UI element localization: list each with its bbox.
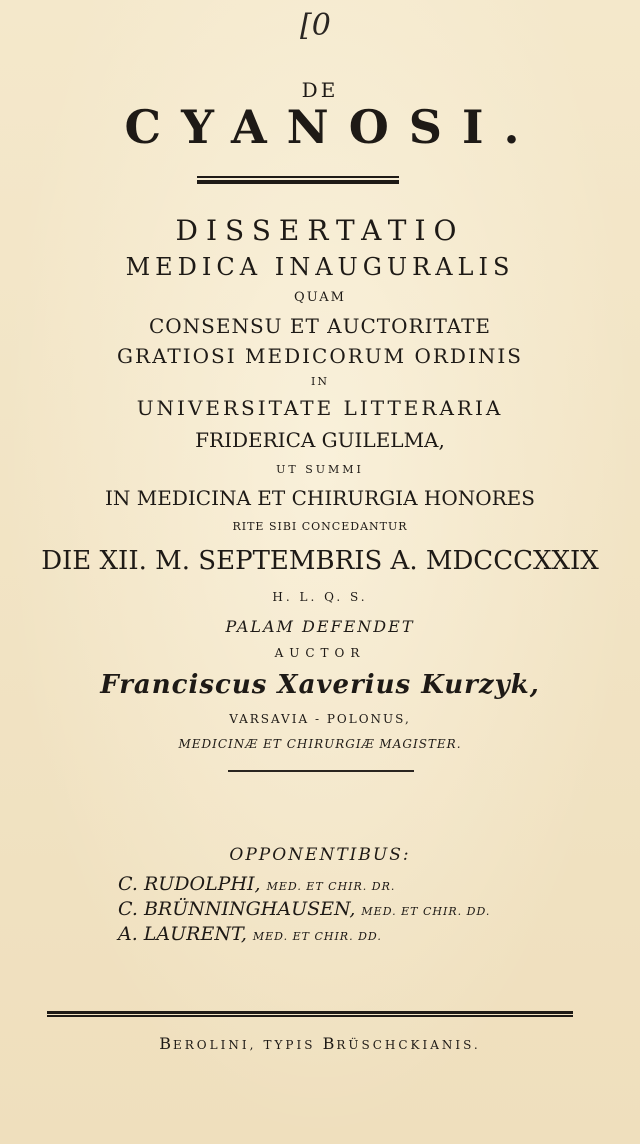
- opponent-degree: MED. ET CHIR. DD.: [252, 930, 382, 943]
- ut-summi-line: UT SUMMI: [276, 463, 364, 476]
- author-origin: VARSAVIA - POLONUS,: [229, 712, 411, 726]
- opponent-entry: [118, 873, 395, 895]
- opponent-name: A. LAURENT,: [118, 923, 247, 945]
- imprint-printer-initial: B: [322, 1034, 337, 1053]
- palam-defendet: PALAM DEFENDET: [225, 617, 415, 636]
- auctor-label: AUCTOR: [274, 646, 366, 660]
- in-medicina-line: IN MEDICINA ET CHIRURGIA HONORES: [105, 486, 535, 510]
- hlqs-line: H. L. Q. S.: [272, 590, 368, 604]
- consensu-line: CONSENSU ET AUCTORITATE: [148, 314, 492, 338]
- universitate-line: UNIVERSITATE LITTERARIA: [136, 396, 504, 420]
- opponent-entry: [118, 898, 490, 920]
- ornamental-rule: [197, 176, 399, 184]
- date-line: DIE XII. M. SEPTEMBRIS A. MDCCCXXIX: [41, 546, 599, 576]
- imprint-printer: RÜSCHCKIANIS.: [336, 1038, 481, 1052]
- opponent-degree: MED. ET CHIR. DR.: [266, 880, 396, 893]
- imprint-city: EROLINI,: [173, 1038, 257, 1052]
- divider-rule: [228, 770, 414, 772]
- opponent-name: C. BRÜNNINGHAUSEN,: [118, 898, 356, 920]
- gratiosi-line: GRATIOSI MEDICORUM ORDINIS: [117, 344, 523, 368]
- dissertatio-heading: DISSERTATIO: [175, 214, 465, 247]
- handwritten-mark: [0: [300, 8, 331, 43]
- medica-inauguralis: MEDICA INAUGURALIS: [125, 253, 515, 281]
- opponent-name: C. RUDOLPHI,: [118, 873, 261, 895]
- title-prefix: DE: [301, 78, 339, 102]
- imprint-typis: TYPIS: [263, 1038, 316, 1052]
- title-main: CYANOSI.: [124, 100, 540, 154]
- quam-line: QUAM: [294, 290, 346, 305]
- imprint-city-initial: B: [159, 1034, 173, 1053]
- opponent-entry: [118, 923, 382, 945]
- imprint-line: [0, 1034, 640, 1053]
- friderica-line: FRIDERICA GUILELMA,: [195, 428, 445, 452]
- rite-line: RITE SIBI CONCEDANTUR: [232, 520, 408, 533]
- opponents-heading: OPPONENTIBUS:: [229, 845, 411, 865]
- in-line: IN: [311, 375, 329, 388]
- double-rule: [47, 1011, 573, 1017]
- author-name: Franciscus Xaverius Kurzyk,: [100, 670, 540, 700]
- author-degree: MEDICINÆ ET CHIRURGIÆ MAGISTER.: [178, 737, 462, 751]
- opponent-degree: MED. ET CHIR. DD.: [361, 905, 491, 918]
